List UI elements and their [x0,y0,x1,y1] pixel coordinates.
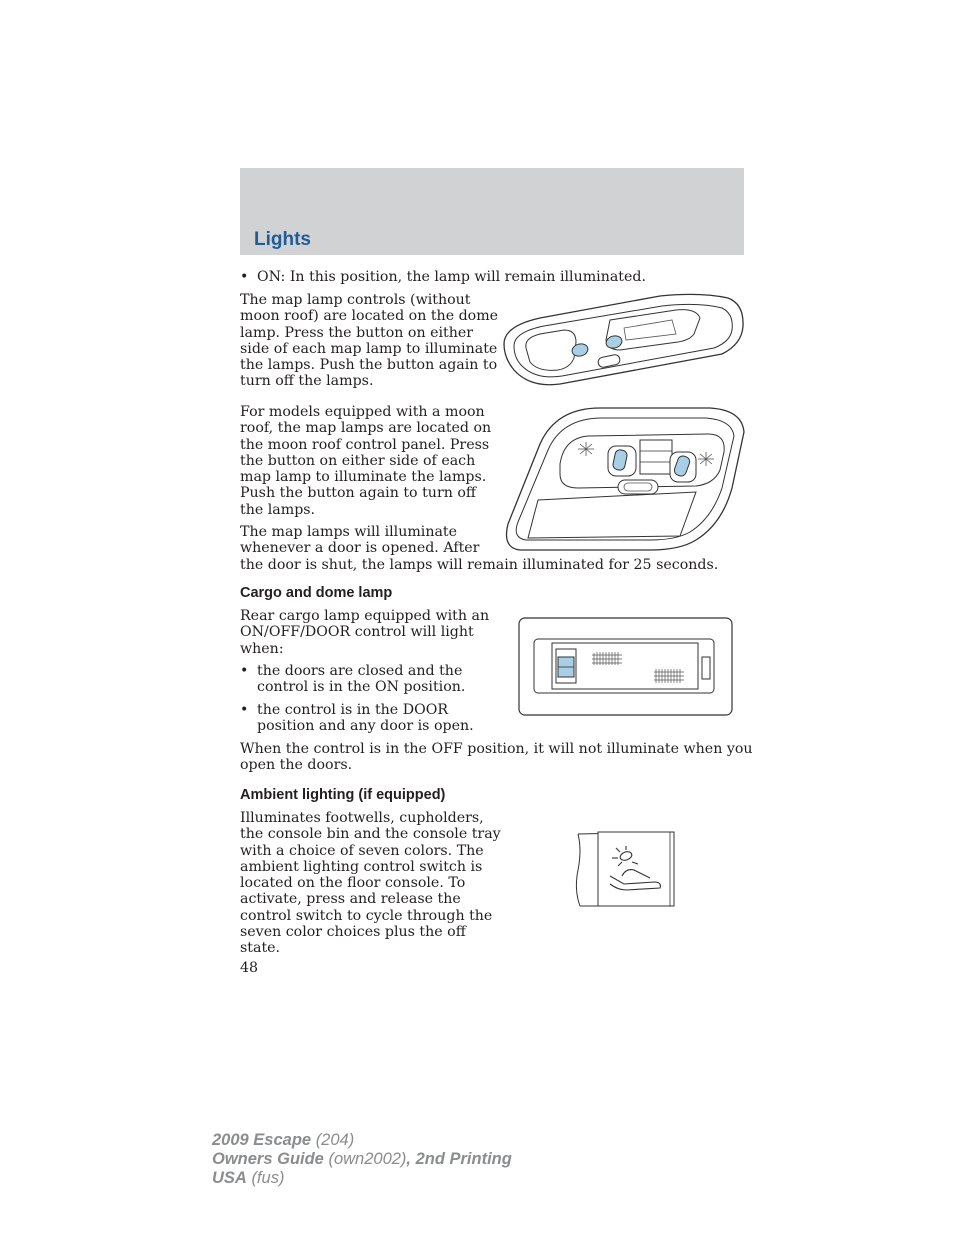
ambient-heading: Ambient lighting (if equipped) [240,787,446,803]
section-title: Lights [254,229,311,250]
text-line: ON/OFF/DOOR control will light [240,624,474,641]
text-line: the console bin and the console tray [240,826,501,843]
text-line: Rear cargo lamp equipped with an [240,608,490,624]
text-line: When the control is in the OFF position, it will not illuminate when you [240,741,753,757]
footer-line-1 [212,1131,512,1150]
footer-region-code: (fus) [251,1169,285,1187]
cargo-heading: Cargo and dome lamp [240,585,393,601]
text-line: whenever a door is opened. After [240,540,480,557]
text-line: the lamps. [240,501,316,518]
footer-line-3 [212,1169,512,1188]
text-line: position and any door is open. [257,718,474,735]
page-number: 48 [240,960,259,976]
map-lamp-paragraph-3 [240,524,718,573]
lamp-lens-right [698,452,714,466]
footer [212,1131,512,1188]
text-line: moon roof) are located on the dome [240,308,499,325]
bullet-dot: • [240,663,249,679]
text-line: the moon roof control panel. Press [240,436,490,453]
text-line: The map lamps will illuminate [240,524,458,540]
bullet-dot: • [240,702,249,718]
footer-guide-code: (own2002) [328,1150,407,1168]
text-line: when: [240,640,284,657]
footer-line-2 [212,1150,512,1169]
footer-guide: Owners Guide [212,1150,324,1168]
text-line: The map lamp controls (without [240,292,471,308]
cargo-bullet-1 [257,663,465,696]
cargo-off-text [240,741,753,774]
ambient-paragraph [240,810,501,957]
text-line: seven color choices plus the off [240,924,466,941]
cargo-bullet-2 [257,702,474,735]
section-header-band [240,168,744,255]
text-line: the doors are closed and the [257,663,463,679]
footer-model: 2009 Escape [212,1131,312,1149]
cargo-lamp-illustration [518,617,734,717]
map-lamp-paragraph-2 [240,404,491,518]
text-line: roof, the map lamps are located on [240,420,492,437]
text-line: lamp. Press the button on either [240,324,474,341]
bullet-dot: • [240,269,249,285]
text-line: open the doors. [240,757,353,774]
footer-model-code: (204) [315,1131,355,1149]
text-line: map lamp to illuminate the lamps. [240,469,487,486]
footer-region: USA [212,1169,247,1187]
text-line: control switch to cycle through the [240,907,493,924]
text-line: the button on either side of each [240,452,476,469]
text-line: the door is shut, the lamps will remain illuminated for 25 seconds. [240,556,719,573]
text-line: activate, press and release the [240,891,461,908]
text-line: side of each map lamp to illuminate [240,340,498,357]
ambient-switch-illustration [574,830,678,910]
footer-printing: , 2nd Printing [406,1150,512,1168]
text-line: Illuminates footwells, cupholders, [240,810,484,826]
text-line: turn off the lamps. [240,373,374,390]
cargo-intro [240,608,489,657]
text-line: For models equipped with a moon [240,404,485,420]
text-line: the control is in the DOOR [257,702,449,718]
text-line: with a choice of seven colors. The [240,842,484,859]
text-line: control is in the ON position. [257,679,466,696]
text-line: the lamps. Push the button again to [240,357,498,374]
dome-lamp-illustration [500,292,748,392]
lamp-lens-left [578,442,594,456]
text-line: located on the floor console. To [240,875,466,892]
bullet-on-text: ON: In this position, the lamp will remain illuminated. [257,269,646,285]
map-lamp-paragraph-1 [240,292,498,390]
text-line: Push the button again to turn off [240,485,476,502]
text-line: state. [240,940,281,957]
text-line: ambient lighting control switch is [240,858,483,875]
